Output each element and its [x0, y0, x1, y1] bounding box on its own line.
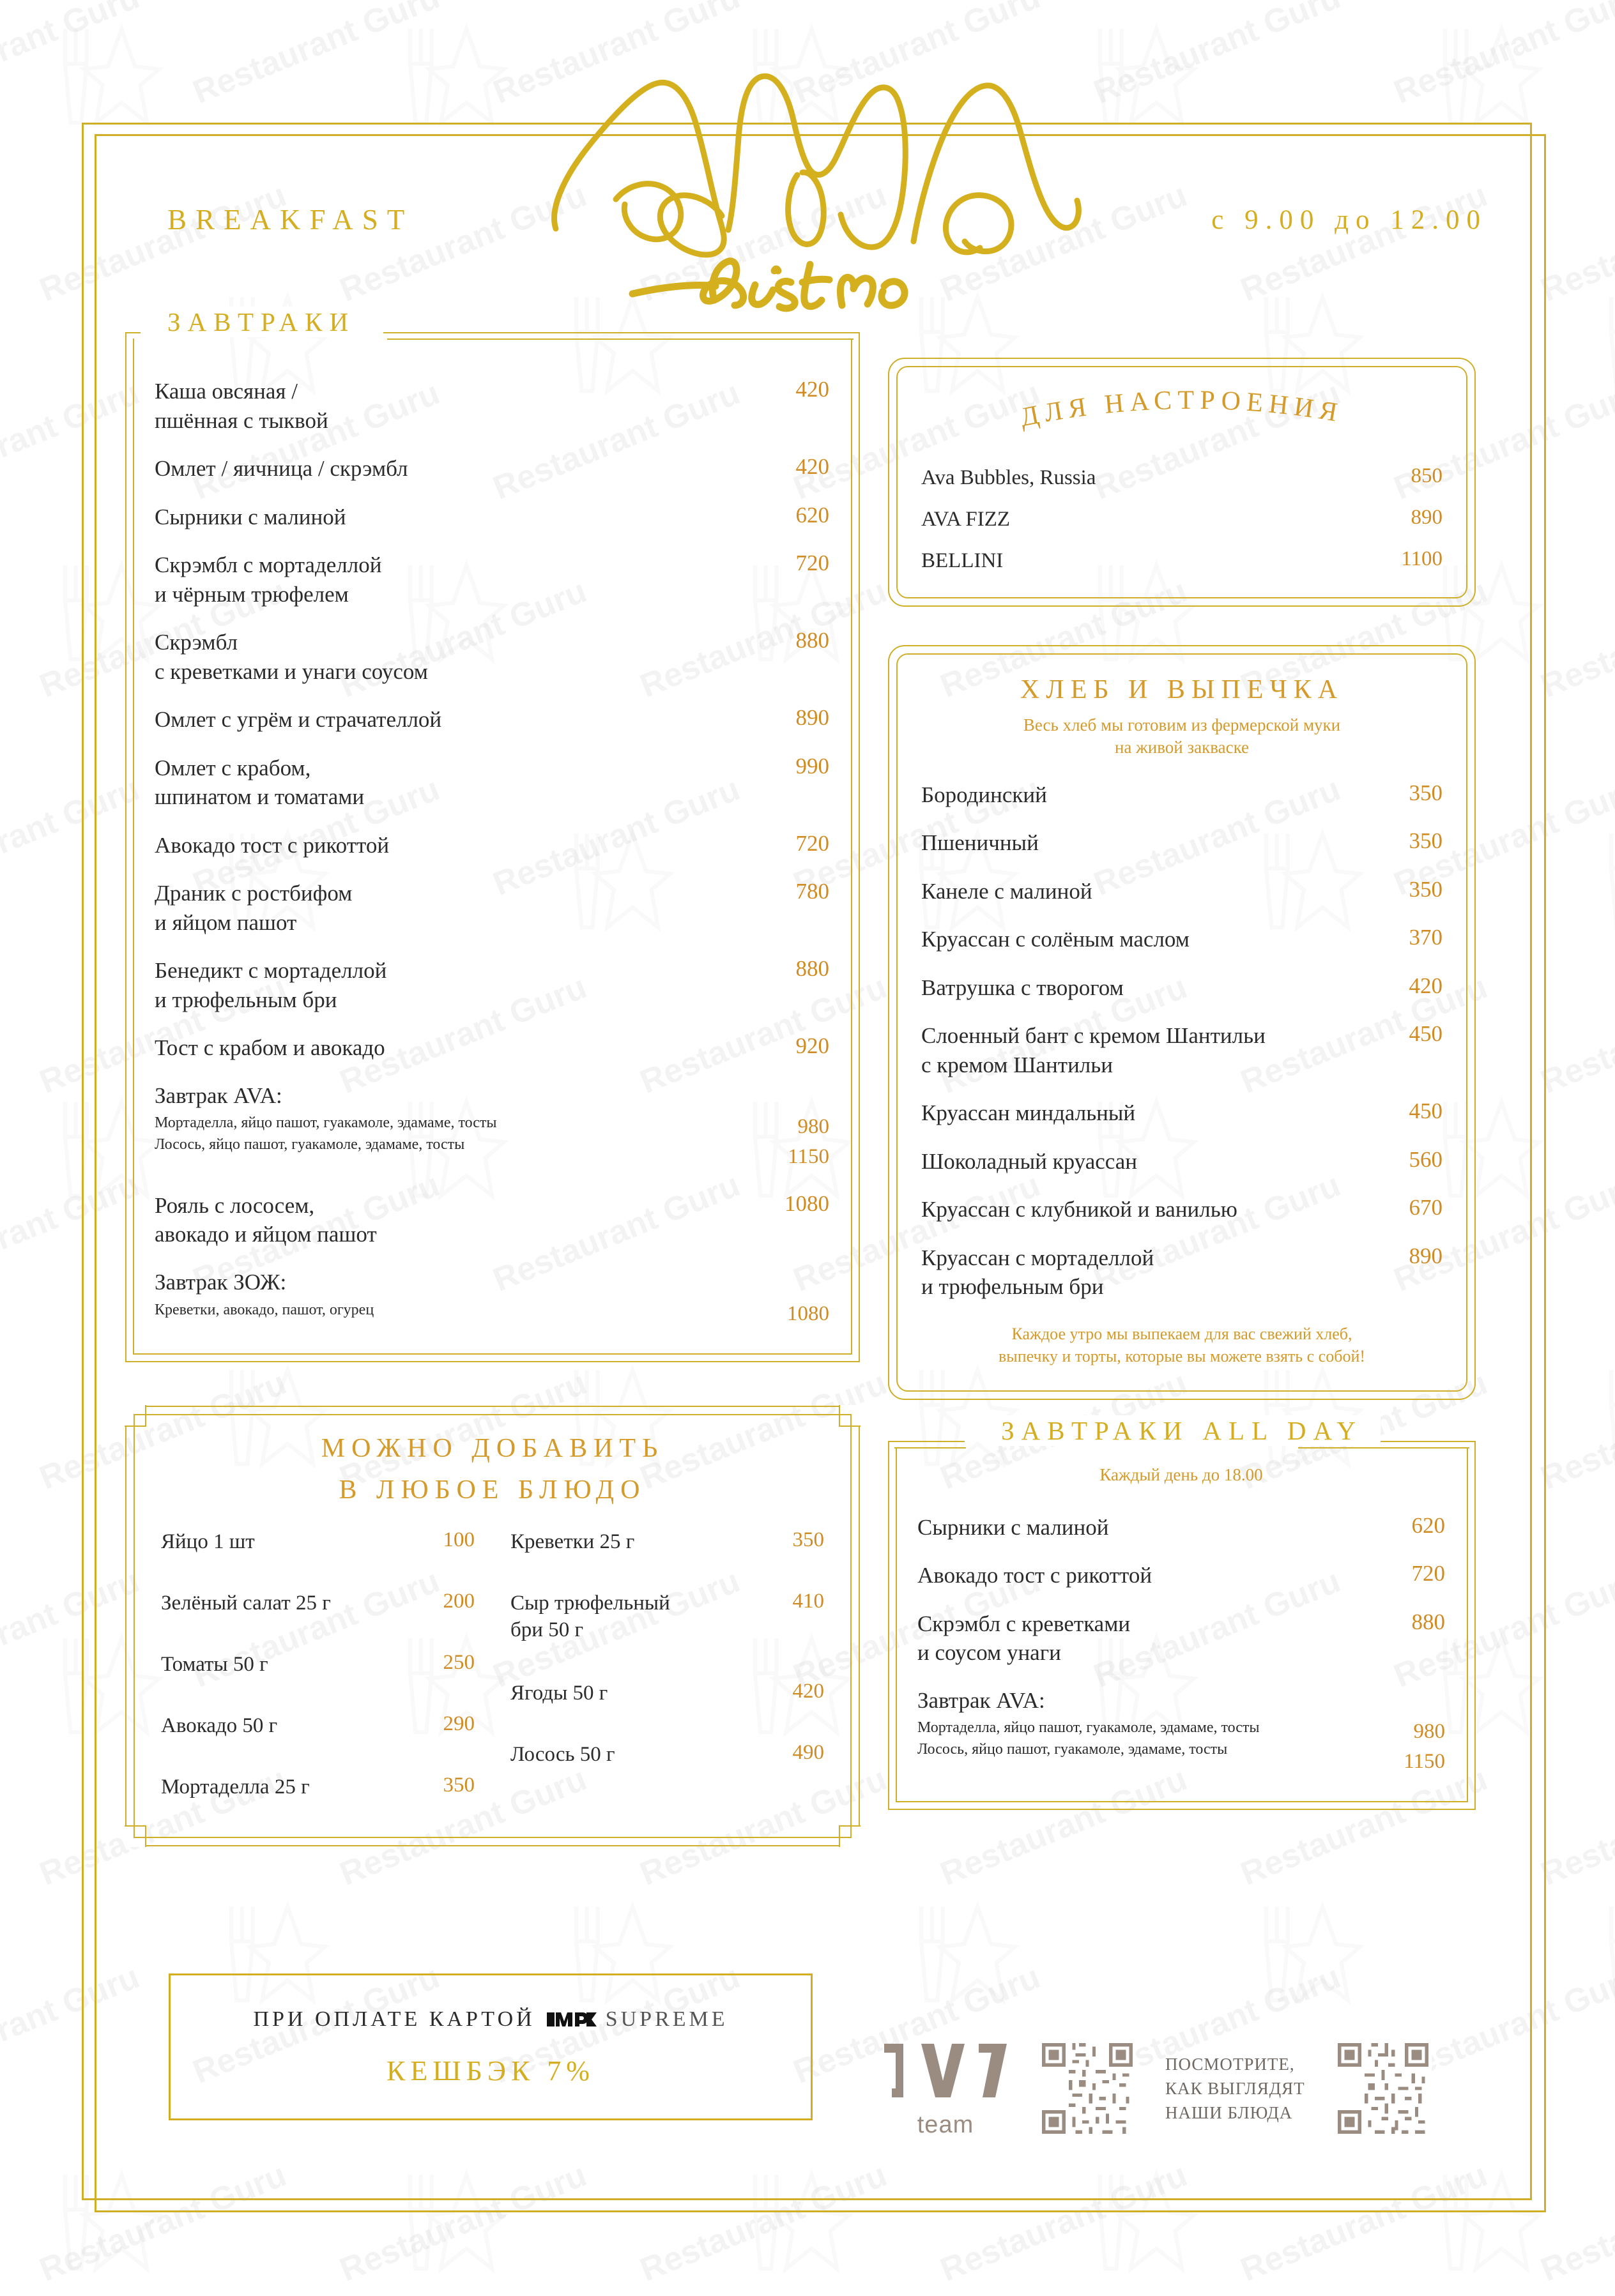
left-column — [125, 307, 860, 1846]
breakfast-section-top-rule-2 — [132, 338, 853, 340]
addon-name: Зелёный салат 25 г — [161, 1592, 331, 1615]
mood-title-wrap — [921, 387, 1443, 445]
menu-item-price: 560 — [1409, 1146, 1443, 1172]
menu-item-name: Скрэмбл с мортаделлой и чёрным трюфелем — [155, 552, 382, 607]
menu-item-price: 620 — [1411, 1512, 1445, 1538]
addon-name: Лосось 50 г — [510, 1742, 615, 1766]
ava-logo-icon — [544, 18, 1087, 318]
addon-row — [510, 1680, 824, 1714]
combo-desc: Мортаделла, яйцо пашот, гуакамоле, эдамаме, тосты — [155, 1114, 497, 1132]
combo-breakfast-ava — [155, 1082, 829, 1172]
menu-item-price: 880 — [1411, 1609, 1445, 1634]
menu-item-price: 1100 — [1401, 547, 1443, 570]
menu-item-price: 420 — [1409, 973, 1443, 998]
mood-item-list — [921, 464, 1443, 575]
combo-price: 980 — [797, 1115, 829, 1139]
watermark-text — [1536, 968, 1615, 1101]
all-day-item-list — [917, 1513, 1445, 1777]
menu-header — [0, 0, 1615, 319]
qr-caption: ПОСМОТРИТЕ, КАК ВЫГЛЯДЯТ НАШИ БЛЮДА — [1165, 2054, 1305, 2123]
combo-desc: Лосось, яйцо пашот, гуакамоле, эдамаме, тосты — [917, 1741, 1228, 1758]
cashback-card-tier: SUPREME — [605, 2007, 728, 2031]
corner-ornament — [125, 1405, 146, 1427]
watermark-text — [1536, 1760, 1615, 1893]
menu-item-price: 350 — [1409, 828, 1443, 854]
svg-text:ДЛЯ НАСТРОЕНИЯ — [1018, 387, 1345, 432]
menu-item-name: Тост с крабом и авокадо — [155, 1035, 385, 1060]
combo-price: 1150 — [788, 1145, 829, 1169]
addon-row — [510, 1741, 824, 1775]
menu-item-row — [155, 705, 829, 734]
combo-all-day-ava — [917, 1687, 1445, 1777]
cashback-prefix: ПРИ ОПЛАТЕ КАРТОЙ — [253, 2007, 535, 2031]
qr-code-dishes[interactable] — [1335, 2040, 1432, 2137]
addons-column-left — [161, 1528, 475, 1808]
menu-item-row — [155, 956, 829, 1014]
combo-title: Завтрак ЗОЖ: — [155, 1269, 287, 1295]
addon-row — [161, 1528, 475, 1563]
menu-item-row — [155, 879, 829, 937]
menu-item-row — [921, 506, 1443, 533]
menu-item-name: Шоколадный круассан — [921, 1148, 1137, 1174]
combo-title: Завтрак AVA: — [917, 1687, 1045, 1713]
menu-item-row — [155, 831, 829, 860]
watermark-text — [1536, 1364, 1615, 1497]
combo-price: 1150 — [1404, 1750, 1445, 1774]
addon-price: 410 — [792, 1590, 824, 1613]
footer-brand-block — [882, 2012, 1527, 2165]
menu-item-name: Ватрушка с творогом — [921, 975, 1124, 1000]
menu-item-price: 890 — [1409, 1243, 1443, 1268]
menu-item-row — [921, 973, 1443, 1003]
addons-column-right — [510, 1528, 824, 1808]
menu-item-name: Круассан с мортаделлой и трюфельным бри — [921, 1245, 1154, 1300]
mir-card-logo — [543, 2009, 599, 2030]
bakery-note: Каждое утро мы выпекаем для вас свежий хлеб, выпечку и торты, которые вы можете взять с собой! — [998, 1324, 1366, 1365]
cashback-promo-box — [169, 1973, 813, 2120]
menu-item-name: AVA FIZZ — [921, 507, 1011, 531]
menu-item-name: Ava Bubbles, Russia — [921, 466, 1096, 489]
menu-item-price: 420 — [795, 454, 829, 479]
menu-item-row — [155, 454, 829, 483]
addon-name: Томаты 50 г — [161, 1653, 268, 1676]
menu-item-name: Круассан с солёным маслом — [921, 927, 1190, 952]
all-day-title: ЗАВТРАКИ ALL DAY — [983, 1415, 1381, 1446]
menu-item-price: 920 — [795, 1033, 829, 1058]
menu-item-price: 890 — [1411, 505, 1443, 529]
menu-item-price: 720 — [1411, 1561, 1445, 1586]
menu-item-price: 880 — [795, 628, 829, 653]
menu-item-price: 370 — [1409, 925, 1443, 950]
menu-item-row — [921, 1147, 1443, 1176]
menu-item-row — [155, 377, 829, 435]
combo-price: 1080 — [787, 1302, 829, 1325]
qr-code-menu[interactable] — [1039, 2040, 1136, 2137]
menu-item-price: 780 — [795, 879, 829, 904]
all-day-subtitle: Каждый день до 18.00 — [1099, 1464, 1263, 1484]
all-day-section — [888, 1415, 1476, 1811]
menu-item-name: Круассан миндальный — [921, 1100, 1136, 1126]
menu-item-price: 670 — [1409, 1195, 1443, 1220]
watermark-cutlery-star-icon — [1584, 1890, 1615, 2028]
menu-item-name: Бенедикт с мортаделлой и трюфельным бри — [155, 958, 387, 1012]
menu-item-name: Канеле с малиной — [921, 878, 1092, 904]
corner-ornament — [839, 1405, 861, 1427]
cashback-headline — [253, 2007, 728, 2032]
mood-drinks-section — [888, 358, 1476, 607]
addons-title-line1: МОЖНО ДОБАВИТЬ — [321, 1433, 664, 1463]
menu-item-name: Сырники с малиной — [155, 504, 346, 529]
combo-price: 980 — [1413, 1720, 1445, 1744]
menu-item-row — [921, 547, 1443, 575]
addon-row — [161, 1590, 475, 1624]
menu-item-row — [917, 1609, 1445, 1668]
menu-item-name: Рояль с лососем, авокадо и яйцом пашот — [155, 1192, 377, 1247]
bakery-subtitle: Весь хлеб мы готовим из фермерской муки на живой закваске — [1023, 715, 1341, 757]
mir-logo-icon — [547, 2010, 597, 2029]
mood-arched-title — [958, 387, 1405, 442]
menu-item-price: 620 — [795, 502, 829, 528]
addon-name: Яйцо 1 шт — [161, 1530, 255, 1554]
menu-item-row — [917, 1513, 1445, 1542]
addons-section — [125, 1406, 860, 1846]
menu-item-price: 350 — [1409, 876, 1443, 902]
menu-item-row — [921, 828, 1443, 858]
menu-item-price: 420 — [795, 377, 829, 402]
addons-title-line2: В ЛЮБОЕ БЛЮДО — [339, 1475, 647, 1505]
addon-name: Креветки 25 г — [510, 1530, 635, 1554]
combo-title: Завтрак AVA: — [155, 1083, 282, 1108]
addon-price: 350 — [792, 1528, 824, 1552]
menu-item-name: Омлет с крабом, шпинатом и томатами — [155, 755, 365, 809]
ava-bistro-logo — [544, 18, 1087, 318]
menu-item-price: 990 — [795, 753, 829, 779]
menu-item-name: Сырники с малиной — [917, 1514, 1109, 1540]
addon-price: 200 — [443, 1590, 475, 1613]
breakfast-section-title: ЗАВТРАКИ — [149, 307, 373, 337]
combo-desc: Мортаделла, яйцо пашот, гуакамоле, эдамаме, тосты — [917, 1719, 1260, 1737]
menu-item-name: Каша овсяная / пшённая с тыквой — [155, 379, 328, 433]
menu-item-price: 450 — [1409, 1099, 1443, 1124]
menu-item-name: Скрэмбл с креветками и соусом унаги — [917, 1611, 1131, 1666]
ava-team-logo — [882, 2039, 1009, 2139]
menu-item-row — [155, 551, 829, 609]
header-hours: с 9.00 до 12.00 — [1211, 205, 1487, 235]
addon-row — [510, 1528, 824, 1563]
menu-item-row — [155, 1191, 829, 1249]
combo-breakfast-zozh — [155, 1268, 829, 1329]
menu-item-price: 720 — [795, 551, 829, 575]
menu-item-row — [921, 1021, 1443, 1079]
addon-name: Ягоды 50 г — [510, 1681, 608, 1705]
menu-item-price: 890 — [795, 705, 829, 730]
addon-row — [161, 1712, 475, 1747]
addons-grid — [161, 1528, 824, 1808]
menu-item-name: Драник с ростбифом и яйцом пашот — [155, 881, 353, 935]
menu-item-row — [917, 1561, 1445, 1590]
ava-team-word: team — [917, 2111, 974, 2138]
menu-item-name: Авокадо тост с рикоттой — [155, 832, 390, 858]
combo-desc: Лосось, яйцо пашот, гуакамоле, эдамаме, тосты — [155, 1136, 465, 1153]
bakery-section — [888, 645, 1476, 1400]
watermark-text — [1536, 2155, 1615, 2289]
addon-row — [161, 1651, 475, 1685]
watermark-cutlery-star-icon — [1584, 1354, 1615, 1491]
menu-item-row — [921, 877, 1443, 906]
menu-item-row — [921, 1243, 1443, 1302]
menu-item-price: 880 — [795, 956, 829, 981]
combo-desc: Креветки, авокадо, пашот, огурец — [155, 1301, 374, 1318]
addon-name: Сыр трюфельный бри 50 г — [510, 1592, 670, 1642]
menu-item-name: Пшеничный — [921, 830, 1039, 856]
ava-team-mark-icon — [882, 2039, 1009, 2109]
menu-item-price: 350 — [1409, 780, 1443, 805]
addon-price: 490 — [792, 1740, 824, 1764]
menu-item-row — [155, 628, 829, 686]
menu-item-name: Круассан с клубникой и ванилью — [921, 1197, 1237, 1222]
cashback-offer: КЕШБЭК 7% — [387, 2055, 595, 2087]
watermark-text — [1536, 572, 1615, 705]
addon-row — [510, 1590, 824, 1643]
menu-item-row — [155, 754, 829, 812]
bakery-item-list — [921, 780, 1443, 1302]
menu-item-name: Омлет / яичница / скрэмбл — [155, 456, 408, 481]
menu-item-row — [921, 464, 1443, 492]
breakfast-item-list — [155, 377, 829, 1329]
corner-ornament — [839, 1825, 861, 1847]
bakery-title: ХЛЕБ И ВЫПЕЧКА — [1020, 674, 1344, 704]
menu-item-name: Слоенный бант с кремом Шантильи с кремом Шантильи — [921, 1023, 1266, 1077]
addon-name: Авокадо 50 г — [161, 1714, 278, 1738]
right-column — [888, 358, 1476, 1810]
menu-item-price: 450 — [1409, 1021, 1443, 1047]
header-breakfast-label: BREAKFAST — [167, 204, 414, 236]
addon-price: 250 — [443, 1651, 475, 1675]
addon-name: Мортаделла 25 г — [161, 1775, 310, 1799]
watermark-cutlery-star-icon — [1584, 817, 1615, 955]
menu-item-row — [921, 1195, 1443, 1224]
menu-item-price: 720 — [795, 830, 829, 856]
menu-item-row — [921, 780, 1443, 810]
menu-item-row — [155, 1033, 829, 1063]
menu-item-name: Скрэмбл с креветками и унаги соусом — [155, 630, 428, 684]
menu-item-row — [155, 503, 829, 532]
addon-price: 290 — [443, 1712, 475, 1736]
all-day-top-rule-2 — [894, 1447, 1469, 1448]
menu-item-row — [921, 1099, 1443, 1128]
menu-item-price: 850 — [1411, 464, 1443, 487]
menu-item-row — [921, 925, 1443, 954]
addon-price: 420 — [792, 1679, 824, 1703]
addon-row — [161, 1774, 475, 1808]
addon-price: 100 — [443, 1528, 475, 1552]
menu-item-name: Омлет с угрём и страчателлой — [155, 707, 442, 732]
menu-item-price: 1080 — [785, 1190, 829, 1216]
menu-item-name: Бородинский — [921, 782, 1047, 807]
mood-title-text: ДЛЯ НАСТРОЕНИЯ — [1018, 387, 1345, 433]
breakfast-section — [125, 307, 860, 1362]
corner-ornament — [125, 1825, 146, 1847]
addon-price: 350 — [443, 1774, 475, 1797]
menu-item-name: Авокадо тост с рикоттой — [917, 1563, 1152, 1588]
menu-item-name: BELLINI — [921, 549, 1004, 572]
